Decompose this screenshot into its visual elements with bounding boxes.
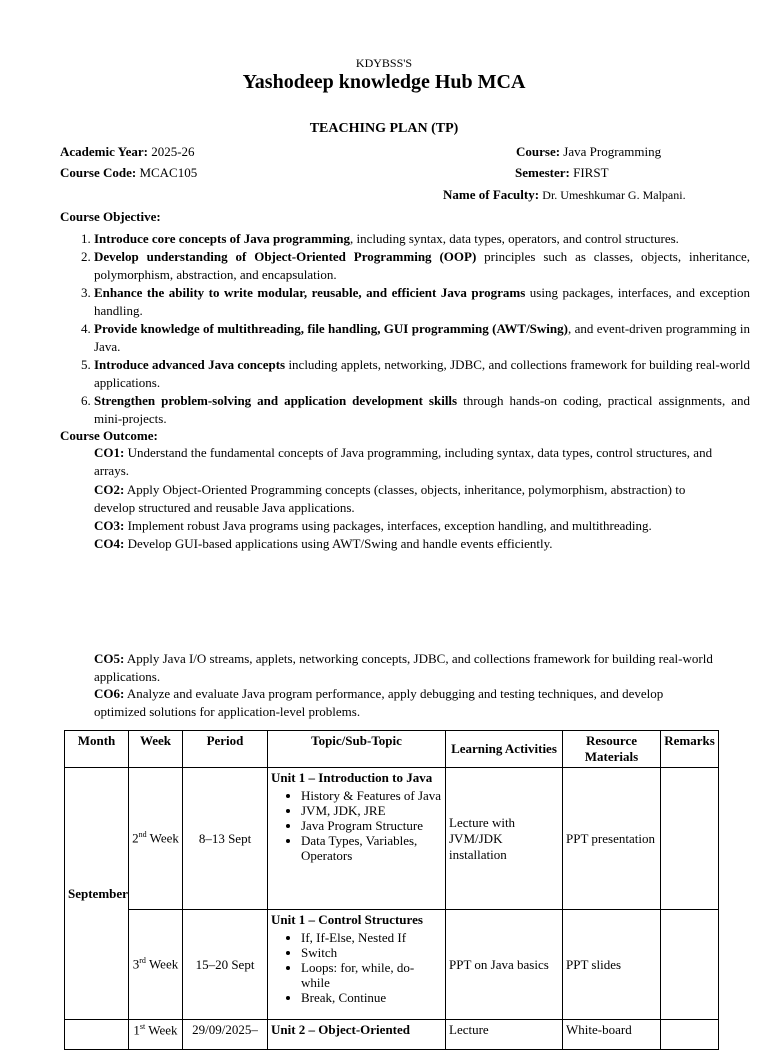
objective-bold: Introduce advanced Java concepts: [94, 357, 286, 372]
outcome-text: Apply Object-Oriented Programming concepts (classes, objects, inheritance, polymorphism, abstraction) to develop structured and reusable Java applications.: [94, 482, 686, 515]
week-number: 2: [132, 830, 139, 846]
outcome-code: CO4:: [94, 536, 125, 551]
academic-year-value: 2025-26: [151, 144, 195, 159]
outcome-co5: [94, 650, 718, 686]
outcome-text: Develop GUI-based applications using AWT/Swing and handle events efficiently.: [124, 536, 553, 551]
objective-bold: Strengthen problem-solving and application development skills: [94, 393, 458, 408]
week-cell: [129, 910, 183, 1020]
subtopic-list: [271, 930, 442, 1005]
objective-bold: Develop understanding of Object-Oriented Programming (OOP): [94, 249, 477, 264]
week-number: 1: [133, 1022, 140, 1038]
outcome-text: Implement robust Java programs using packages, interfaces, exception handling, and multithreading.: [124, 518, 652, 533]
objective-item: [94, 320, 750, 356]
column-header-topic: Topic/Sub-Topic: [268, 731, 446, 768]
objective-text: through hands-on coding, practical assignments, and mini-projects.: [94, 393, 750, 426]
course-code: [60, 165, 197, 181]
table-header-row: [65, 731, 719, 768]
week-suffix: rd: [139, 956, 146, 966]
objective-item: [94, 248, 750, 284]
objective-item: [94, 284, 750, 320]
subtopic-item: • Break, Continue: [301, 990, 442, 1005]
week-suffix: st: [139, 1022, 146, 1031]
semester-value: FIRST: [573, 165, 609, 180]
course: [516, 144, 661, 160]
outcome-co6: [94, 685, 718, 721]
outcome-text: Understand the fundamental concepts of Java programming, including syntax, data types, control structures, and arrays.: [94, 445, 713, 478]
course-outcome-heading: Course Outcome:: [60, 428, 158, 443]
remarks-cell: [661, 910, 719, 1020]
topic-title: Unit 1 – Introduction to Java: [271, 770, 433, 785]
topic-title: Unit 1 – Control Structures: [271, 912, 423, 927]
course-value: Java Programming: [563, 144, 662, 159]
activity-cell: PPT on Java basics: [446, 910, 563, 1020]
semester: [515, 165, 609, 181]
topic-cell: [268, 768, 446, 910]
outcome-co3: [94, 517, 718, 535]
objective-text: including applets, networking, JDBC, and collections framework for building real-world applications.: [94, 357, 750, 390]
period-cell: 15–20 Sept: [183, 910, 268, 1020]
week-number: 3: [132, 956, 140, 972]
week-word: Week: [145, 1022, 178, 1038]
institute-name: Yashodeep knowledge Hub MCA: [242, 71, 526, 93]
objective-text: principles such as classes, objects, inheritance, polymorphism, abstraction, and encapsulation.: [94, 249, 751, 282]
month-cell: [65, 1020, 129, 1050]
organization-name: KDYBSS'S: [355, 56, 413, 70]
objective-bold: Enhance the ability to write modular, reusable, and efficient Java programs: [94, 285, 526, 300]
objective-text: using packages, interfaces, and exception handling.: [94, 285, 751, 318]
faculty-label: Name of Faculty:: [443, 187, 540, 202]
outcome-co4: [94, 535, 718, 553]
outcome-text: Analyze and evaluate Java program performance, apply debugging and testing techniques, and develop optimized solutions for application-level problems.: [94, 686, 664, 719]
subtopic-item: • JVM, JDK, JRE: [301, 803, 442, 818]
outcome-text: Apply Java I/O streams, applets, networking concepts, JDBC, and collections framework for building real-world applications.: [94, 651, 713, 684]
subtopic-list: [271, 788, 442, 863]
column-header-month: Month: [65, 731, 129, 768]
week-word: Week: [146, 830, 179, 846]
column-header-period: Period: [183, 731, 268, 768]
objective-list: [60, 230, 750, 428]
resource-cell: White-board: [563, 1020, 661, 1050]
table-row: [65, 768, 719, 910]
topic-title: Unit 2 – Object-Oriented: [271, 1022, 411, 1037]
column-header-learning-activities: Learning Activities: [446, 731, 563, 768]
subtopic-item: • Java Program Structure: [301, 818, 442, 833]
faculty-value: Dr. Umeshkumar G. Malpani.: [542, 188, 686, 202]
course-objective-heading: Course Objective:: [60, 209, 161, 224]
activity-cell: Lecture with JVM/JDK installation: [446, 768, 563, 910]
outcome-co2: [94, 481, 718, 517]
table-row: [65, 910, 719, 1020]
period-cell: 8–13 Sept: [183, 768, 268, 910]
academic-year-label: Academic Year:: [60, 144, 148, 159]
outcome-code: CO2:: [94, 482, 125, 497]
month-cell: September: [65, 768, 129, 1020]
objective-item: [94, 230, 750, 248]
table-row: [65, 1020, 719, 1050]
column-header-remarks: Remarks: [661, 731, 719, 768]
outcome-co1: [94, 444, 718, 480]
faculty: [443, 187, 686, 203]
topic-cell: [268, 910, 446, 1020]
outcome-code: CO6:: [94, 686, 125, 701]
period-cell: 29/09/2025–: [183, 1020, 268, 1050]
subtopic-item: • Switch: [301, 945, 442, 960]
column-header-week: Week: [129, 731, 183, 768]
objective-text: , and event-driven programming in Java.: [94, 321, 750, 354]
column-header-resource-materials: Resource Materials: [563, 731, 661, 768]
week-cell: [129, 1020, 183, 1050]
course-code-label: Course Code:: [60, 165, 137, 180]
course-label: Course:: [516, 144, 561, 159]
remarks-cell: [661, 1020, 719, 1050]
objective-text: , including syntax, data types, operators, and control structures.: [350, 231, 679, 246]
outcome-code: CO5:: [94, 651, 125, 666]
topic-cell: [268, 1020, 446, 1050]
teaching-plan-table: [64, 730, 719, 1050]
remarks-cell: [661, 768, 719, 910]
document-title: TEACHING PLAN (TP): [309, 121, 459, 136]
subtopic-item: • Loops: for, while, do-while: [301, 960, 442, 990]
course-code-value: MCAC105: [139, 165, 198, 180]
subtopic-item: • If, If-Else, Nested If: [301, 930, 442, 945]
academic-year: [60, 144, 195, 160]
objective-bold: Provide knowledge of multithreading, file handling, GUI programming (AWT/Swing): [94, 321, 568, 336]
resource-cell: PPT slides: [563, 910, 661, 1020]
activity-cell: Lecture: [446, 1020, 563, 1050]
week-word: Week: [145, 956, 179, 972]
subtopic-item: • Data Types, Variables, Operators: [301, 833, 442, 863]
semester-label: Semester:: [515, 165, 570, 180]
subtopic-item: • History & Features of Java: [301, 788, 442, 803]
week-cell: [129, 768, 183, 910]
week-suffix: nd: [138, 830, 147, 840]
objective-item: [94, 392, 750, 428]
outcome-code: CO1:: [94, 445, 125, 460]
objective-item: [94, 356, 750, 392]
resource-cell: PPT presentation: [563, 768, 661, 910]
objective-bold: Introduce core concepts of Java programming: [94, 231, 351, 246]
outcome-code: CO3:: [94, 518, 125, 533]
